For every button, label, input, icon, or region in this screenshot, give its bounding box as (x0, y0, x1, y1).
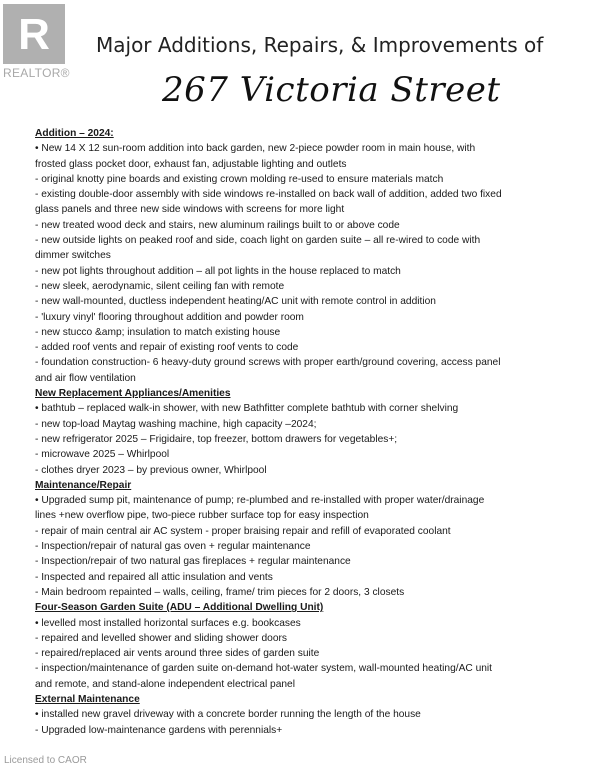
list-item: - inspection/maintenance of garden suite on-demand hot-water system, wall-mounted heating/AC unit (35, 663, 492, 675)
list-item: • Upgraded sump pit, maintenance of pump; re-plumbed and re-installed with proper water/drainage (35, 495, 485, 507)
list-item: and remote, and stand-alone independent electrical panel (35, 678, 295, 690)
list-item: - new pot lights throughout addition – all pot lights in the house replaced to match (35, 265, 401, 277)
list-item: - repaired/replaced air vents around three sides of garden suite (35, 648, 320, 660)
list-item: - Inspection/repair of two natural gas fireplaces + regular maintenance (35, 556, 351, 568)
logo-letter: R (18, 10, 50, 59)
list-item: • bathtub – replaced walk-in shower, with new Bathfitter complete bathtub with corner shelving (35, 403, 459, 415)
list-item: • installed new gravel driveway with a concrete border running the length of the house (35, 709, 421, 721)
list-item: - clothes dryer 2023 – by previous owner, Whirlpool (35, 464, 267, 476)
list-item: - foundation construction- 6 heavy-duty ground screws with proper earth/ground covering, access panel (35, 357, 501, 369)
improvements-list (35, 126, 565, 738)
list-item: - Inspected and repaired all attic insulation and vents (35, 571, 273, 583)
list-item: - existing double-door assembly with side windows re-installed on back wall of addition, added two fixed (35, 189, 502, 201)
realtor-r-icon (3, 4, 65, 64)
list-item: • levelled most installed horizontal surfaces e.g. bookcases (35, 617, 301, 629)
list-item: and air flow ventilation (35, 372, 136, 384)
list-item: • New 14 X 12 sun-room addition into back garden, new 2-piece powder room in main house, with (35, 143, 476, 155)
list-item: - new sleek, aerodynamic, silent ceiling fan with remote (35, 280, 285, 292)
list-item: - new outside lights on peaked roof and side, coach light on garden suite – all re-wired to code with (35, 235, 481, 247)
list-item: - repaired and levelled shower and sliding shower doors (35, 632, 288, 644)
list-item: lines +new overflow pipe, two-piece rubber surface top for easy inspection (35, 510, 369, 522)
list-item: - microwave 2025 – Whirlpool (35, 449, 170, 461)
section-heading: Four-Season Garden Suite (ADU – Additional Dwelling Unit) (35, 602, 324, 614)
list-item: - Upgraded low-maintenance gardens with perennials+ (35, 724, 283, 736)
license-footer: Licensed to CAOR (4, 755, 87, 766)
list-item: - repair of main central air AC system - proper braising repair and refill of evaporated coolant (35, 525, 451, 537)
list-item: - Inspection/repair of natural gas oven + regular maintenance (35, 541, 311, 553)
page-title: Major Additions, Repairs, & Improvements of (96, 33, 544, 57)
list-item: - new top-load Maytag washing machine, high capacity –2024; (35, 418, 317, 430)
list-item: - new wall-mounted, ductless independent heating/AC unit with remote control in addition (35, 296, 436, 308)
list-item: frosted glass pocket door, exhaust fan, adjustable lighting and outlets (35, 158, 347, 170)
list-item: - new refrigerator 2025 – Frigidaire, top freezer, bottom drawers for vegetables+; (35, 433, 398, 445)
list-item: - Main bedroom repainted – walls, ceiling, frame/ trim pieces for 2 doors, 3 closets (35, 586, 405, 598)
realtor-logo (3, 4, 65, 64)
section-heading: External Maintenance (35, 693, 140, 705)
section-heading: Maintenance/Repair (35, 479, 132, 491)
section-heading: Addition – 2024: (35, 128, 114, 139)
list-item: glass panels and three new side windows with screens for more light (35, 204, 345, 216)
list-item: - new treated wood deck and stairs, new aluminum railings built to or above code (35, 219, 400, 231)
property-address: 267 Victoria Street (162, 70, 501, 110)
section-heading: New Replacement Appliances/Amenities (35, 388, 231, 400)
list-item: - original knotty pine boards and existing crown molding re-used to ensure materials match (35, 173, 444, 185)
list-item: - new stucco &amp; insulation to match existing house (35, 326, 281, 338)
list-item: dimmer switches (35, 250, 111, 262)
list-item: - added roof vents and repair of existing roof vents to code (35, 342, 299, 354)
list-item: - 'luxury vinyl' flooring throughout addition and powder room (35, 311, 304, 323)
realtor-brand-text: REALTOR® (3, 66, 70, 80)
